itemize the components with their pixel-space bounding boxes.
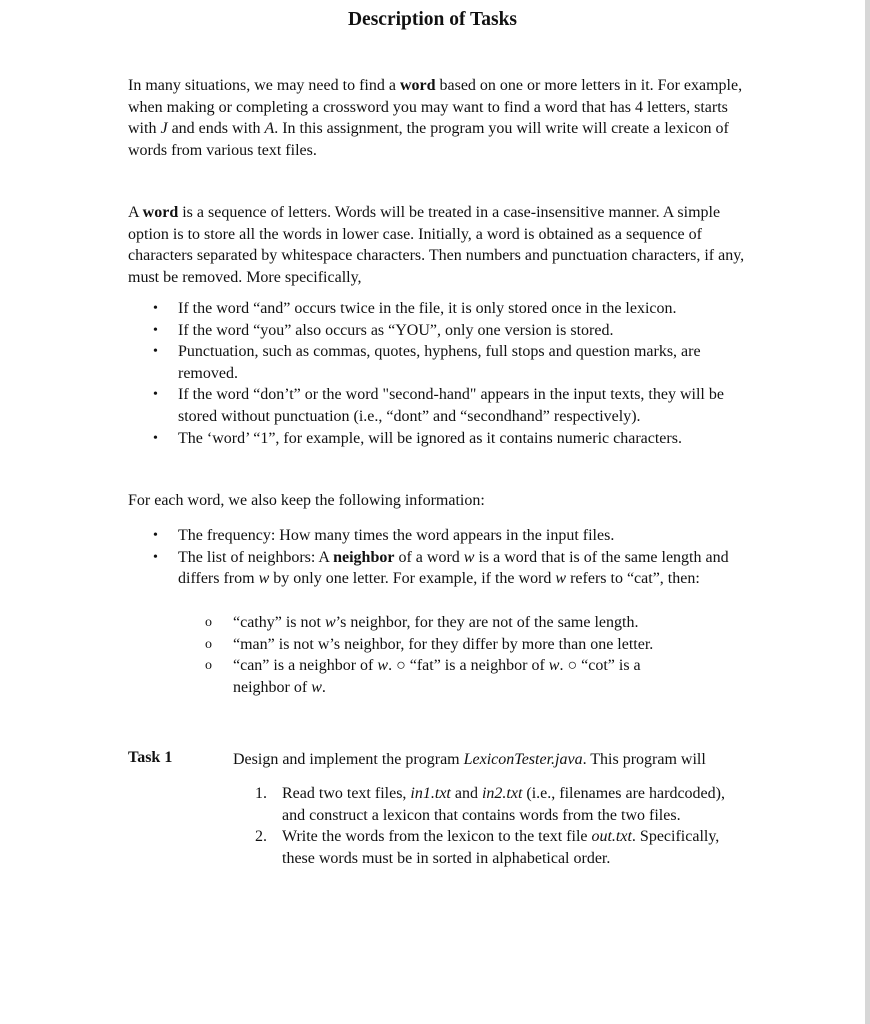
circle-bullet-icon: o	[205, 658, 212, 674]
list-item: 1. Read two text files, in1.txt and in2.txt (i.e., filenames are hardcoded), and construct a lexicon that contains words from the two files.	[255, 785, 725, 824]
list-item: o “cathy” is not w’s neighbor, for they are not of the same length.	[178, 612, 698, 634]
bullet-icon: •	[153, 430, 158, 446]
list-item: 2. Write the words from the lexicon to the text file out.txt. Specifically, these words must be in sorted in alphabetical order.	[255, 828, 720, 867]
step-number: 1.	[255, 785, 267, 802]
task-steps-list	[255, 783, 735, 869]
list-item: o “can” is a neighbor of w. ○ “fat” is a neighbor of w. ○ “cot” is a neighbor of w.	[205, 657, 641, 696]
list-item: • The frequency: How many times the word appears in the input files.	[128, 525, 748, 547]
list-item: • The list of neighbors: A neighbor of a word w is a word that is of the same length and differs from w by only one letter. For example, if the word w refers to “cat”, then:	[153, 548, 729, 588]
list-item: • If the word “and” occurs twice in the file, it is only stored once in the lexicon.	[128, 298, 748, 320]
list-item: • Punctuation, such as commas, quotes, hyphens, full stops and question marks, are removed.	[153, 343, 701, 382]
bullet-icon: •	[153, 301, 158, 316]
task-label: Task 1	[128, 749, 173, 766]
circle-bullet-icon: o	[205, 615, 212, 630]
bullet-icon: •	[153, 387, 158, 403]
bullet-icon: •	[153, 344, 158, 360]
list-item: • The ‘word’ “1”, for example, will be ignored as it contains numeric characters.	[128, 428, 748, 450]
neighbor-bold-word: neighbor	[333, 548, 395, 566]
page-edge	[865, 0, 870, 1024]
circle-bullet-icon: o	[205, 636, 212, 652]
intro-paragraph: In many situations, we may need to find a word based on one or more letters in it. For example, when making or completing a crossword you may want to find a word that has 4 letters, starts with J and ends with A. In this assignment, the program you will write will create a lexicon of words from various text files.	[128, 77, 743, 159]
page-title: Description of Tasks	[347, 9, 518, 30]
list-item: o “man” is not w’s neighbor, for they differ by more than one letter.	[178, 634, 698, 656]
task-intro: Design and implement the program LexiconTester.java. This program will	[233, 751, 706, 768]
bullet-icon: •	[153, 322, 158, 338]
word-definition-paragraph: A word is a sequence of letters. Words will be treated in a case-insensitive manner. A simple option is to store all the words in lower case. Initially, a word is obtained as a sequence of characters separated by whitespace characters. Then numbers and punctuation characters, if any, must be removed. More specifically,	[128, 204, 745, 286]
word-def-bold-word: word	[142, 204, 179, 221]
rules-list	[128, 298, 748, 449]
step-number: 2.	[255, 828, 267, 846]
bullet-icon: •	[153, 549, 158, 565]
program-name: LexiconTester.java	[463, 751, 583, 768]
info-intro: For each word, we also keep the following information:	[128, 492, 485, 509]
list-item: • If the word “you” also occurs as “YOU”, only one version is stored.	[128, 320, 748, 342]
examples-list	[178, 612, 698, 698]
list-item: • If the word “don’t” or the word "second-hand" appears in the input texts, they will be stored without punctuation (i.e., “dont” and “secondhand” respectively).	[153, 386, 724, 425]
intro-bold-word: word	[399, 77, 436, 94]
info-list	[128, 525, 748, 590]
bullet-icon: •	[153, 528, 158, 543]
